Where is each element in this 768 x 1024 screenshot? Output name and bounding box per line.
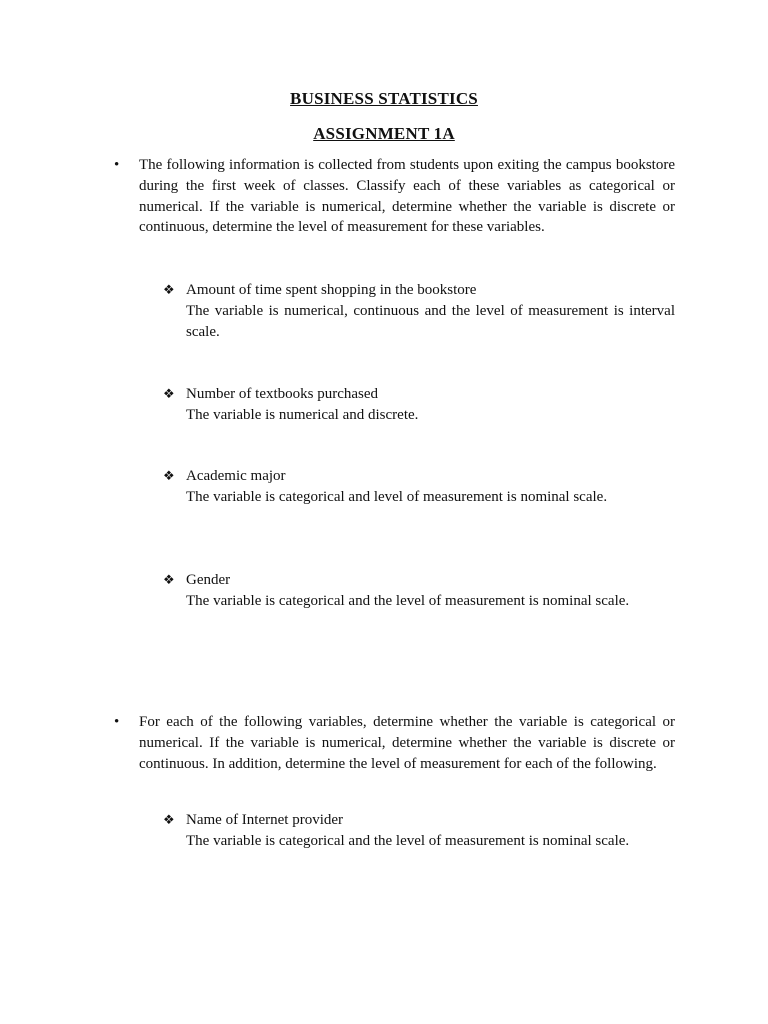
variable-item <box>163 570 675 612</box>
diamond-bullet-icon: ❖ <box>163 386 175 401</box>
question-prompt: For each of the following variables, determine whether the variable is categorical or numerical. If the variable is numerical, determine whether the variable is discrete or continuous. In addition, determine the level of measurement for each of the following. <box>139 714 675 772</box>
diamond-bullet-icon: ❖ <box>163 812 175 827</box>
variable-item <box>163 810 675 852</box>
variable-item <box>163 280 675 342</box>
variable-answer: The variable is categorical and level of measurement is nominal scale. <box>186 488 608 505</box>
assignment-title: ASSIGNMENT 1A <box>313 124 455 143</box>
variable-answer: The variable is numerical, continuous and the level of measurement is interval scale. <box>186 302 675 340</box>
question-bullet-2 <box>114 712 675 774</box>
variable-name: Name of Internet provider <box>186 812 344 828</box>
variable-answer: The variable is categorical and the level of measurement is nominal scale. <box>186 832 630 849</box>
variable-name: Amount of time spent shopping in the bookstore <box>186 282 477 298</box>
variable-answer: The variable is numerical and discrete. <box>186 406 419 423</box>
variable-item <box>163 384 675 426</box>
bullet-icon: • <box>114 714 120 730</box>
diamond-bullet-icon: ❖ <box>163 282 175 297</box>
question-bullet-1 <box>114 155 675 238</box>
variable-name: Number of textbooks purchased <box>186 386 379 402</box>
question-prompt: The following information is collected from students upon exiting the campus bookstore during the first week of classes. Classify each of these variables as categorical or numerical. If the variable is numerical, determine whether the variable is discrete or continuous, determine the level of measurement for these variables. <box>139 157 675 236</box>
variable-item <box>163 466 675 508</box>
diamond-bullet-icon: ❖ <box>163 572 175 587</box>
variable-answer: The variable is categorical and the level of measurement is nominal scale. <box>186 592 630 609</box>
variable-name: Academic major <box>186 468 286 484</box>
variable-name: Gender <box>186 572 231 588</box>
bullet-icon: • <box>114 157 120 173</box>
diamond-bullet-icon: ❖ <box>163 468 175 483</box>
document-title: BUSINESS STATISTICS <box>290 89 478 108</box>
